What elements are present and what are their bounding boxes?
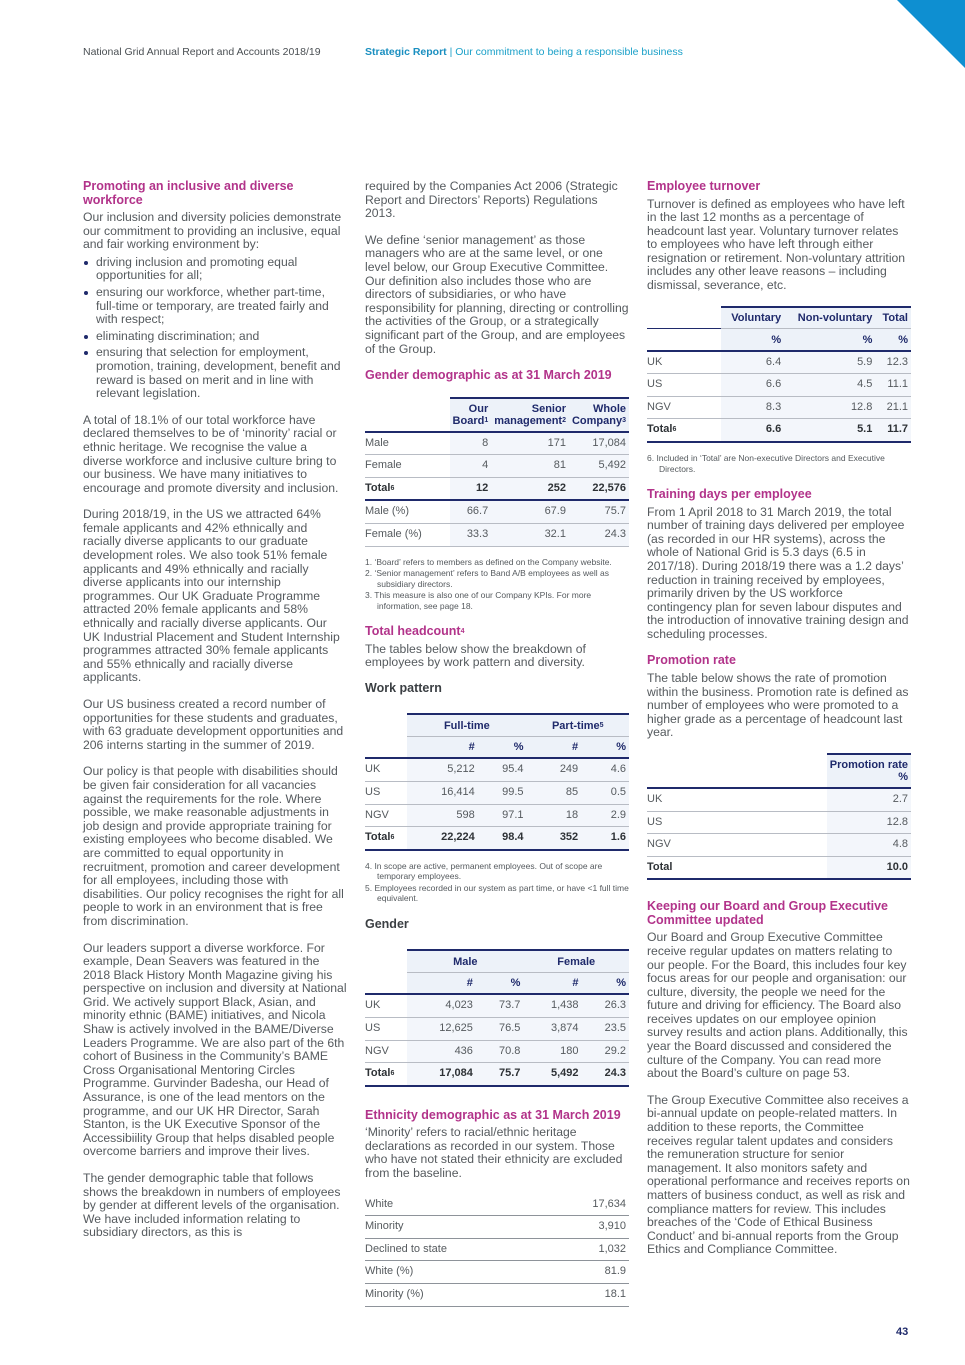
page-header — [83, 46, 683, 58]
gender-demographic-heading: Gender demographic as at 31 March 2019 — [365, 368, 612, 383]
row-label: Total$^6$ — [647, 419, 721, 442]
cell-value: 99.5 — [478, 781, 527, 804]
row-label: NGV — [365, 804, 407, 827]
bullet-item: ensuring our workforce, whether part-time, full-time or temporary, are treated fairly and with respect; — [83, 286, 347, 327]
subcol-header: % — [721, 329, 784, 351]
row-label: Declined to state — [365, 1238, 545, 1261]
row-label: White — [365, 1194, 545, 1216]
cell-value: 2.7 — [827, 788, 911, 811]
table-row — [647, 856, 911, 879]
paragraph: During 2018/19, in the US we attracted 64% female applicants and 42% ethnically and racially diverse applicants to our graduate development roles. We also took 51% female applicants and 49% ethnically and racially diverse applicants into our internship programmes. Our UK Graduate Programme attracted 20% female applicants and 58% ethnically and racially diverse applicants. Our UK Industrial Placement and Student Internship programmes attracted 30% female applicants and 55% ethnically and racially diverse applicants. — [83, 507, 340, 685]
table-row — [647, 351, 911, 374]
gender-demographic-notes — [365, 557, 629, 612]
header-blank — [365, 398, 450, 432]
subcol-header: % — [581, 972, 629, 994]
table-row — [365, 477, 629, 500]
table-row — [365, 1017, 629, 1040]
ethnicity-intro: ‘Minority’ refers to racial/ethnic heritage declarations as recorded in our system. Those who have not stated their ethnicity are excluded from the baseline. — [365, 1125, 623, 1180]
turnover-notes — [647, 453, 911, 474]
cell-value: 1.6 — [581, 827, 629, 850]
subcol-header: % — [476, 972, 523, 994]
cell-value: 21.1 — [875, 396, 911, 419]
total-headcount-heading: Total headcount$^4$ — [365, 624, 465, 639]
cell-value: 5.9 — [784, 351, 875, 374]
paragraph: A total of 18.1% of our total workforce have declared themselves to be of ‘minority’ racial or ethnic heritage. We recognise the value a diverse workforce and inclusive culture bring to our business. We have many initiatives to encourage and promote diversity and inclusion. — [83, 412, 339, 495]
cell-value: 1,032 — [545, 1238, 629, 1261]
row-label: UK — [365, 994, 407, 1017]
cell-value: 4,023 — [407, 994, 476, 1017]
paragraph: Our US business created a record number of opportunities for these students and graduates, with 63 graduate development opportunities and 206 interns starting in the summer of 2019. — [83, 697, 344, 752]
header-blank — [647, 754, 827, 788]
cell-value: 26.3 — [581, 994, 629, 1017]
table-row — [365, 1194, 629, 1216]
cell-value: 5.1 — [784, 419, 875, 442]
table-row — [365, 455, 629, 478]
subcol-header: % — [581, 736, 629, 758]
inclusion-intro: Our inclusion and diversity policies demonstrate our commitment to providing an inclusive, equal and fair working environment by: — [83, 210, 342, 252]
cell-value: 23.5 — [581, 1017, 629, 1040]
cell-value: 22,224 — [407, 827, 478, 850]
column-2 — [365, 180, 629, 1307]
col-header-promotion-rate: Promotion rate % — [827, 754, 911, 788]
table-row — [647, 374, 911, 397]
cell-value: 18 — [527, 804, 582, 827]
footnote: 2. ‘Senior management’ refers to Band A/B employees as well as subsidiary directors. — [365, 568, 609, 589]
ethnicity-heading: Ethnicity demographic as at 31 March 2019 — [365, 1107, 621, 1122]
paragraph: Our leaders support a diverse workforce. For example, Dean Seavers was featured in the 2018 Black History Month Magazine giving his perspective on inclusion and diversity at National Grid. We actively support Black, Asian, and minority ethnic (BAME) initiatives, and Nicola Shaw is actively involved in the BAME/Diverse Leaders Programme. We are also part of the 6th cohort of Business in the Community’s BAME Cross Organisational Mentoring Circles Programme. Gurvinder Badesha, our Head of Assurance, is one of the lead mentors on the programme, and our UK HR Director, Sarah Stanton, is the UK Executive Sponsor of the Accessibiility Group that helps disabled people overcome barriers and improve their lives. — [83, 940, 347, 1159]
page-number: 43 — [896, 1326, 909, 1338]
work-pattern-notes — [365, 861, 629, 904]
cell-value: 22,576 — [569, 477, 629, 500]
cell-value: 6.4 — [721, 351, 784, 374]
corner-triangle-decoration — [897, 0, 965, 68]
training-text: From 1 April 2018 to 31 March 2019, the total number of training days delivered per employee (as recorded in our HR systems), across the whole of National Grid is 5.3 days (6.5 in 2017/18). During 2018/19 there was a 1.2 days’ reduction in training received by employees, primarily driven by the US workforce contingency plan for seven labour disputes and the introduction of innovative training design and scheduling processes. — [647, 504, 909, 641]
footnote: 4. In scope are active, permanent employees. Out of scope are temporary employees. — [365, 860, 603, 882]
paragraph: Our Board and Group Executive Committee receive regular updates on matters relating to our people. For the Board, this includes four key focus areas for our people and organisation: our culture, diversity, the people we need for the future and driving for efficiency. The Board also receives updates on our employee opinion survey results and action plans. Additionally, this year the Board discussed and considered the culture of the Company. You can read more about the Board’s culture on page 53. — [647, 930, 908, 1081]
cell-value: 252 — [491, 477, 569, 500]
cell-value: 67.9 — [491, 500, 569, 523]
table-row — [365, 758, 629, 781]
section-subtitle: Our commitment to being a responsible business — [455, 46, 683, 58]
cell-value: 180 — [523, 1040, 581, 1063]
cell-value: 4.5 — [784, 374, 875, 397]
gender-heading: Gender — [365, 916, 409, 931]
column-3 — [647, 180, 911, 1270]
bullet-item: eliminating discrimination; and — [83, 330, 347, 344]
footnote: 1. ‘Board’ refers to members as defined on the Company website. — [365, 556, 612, 567]
table-row — [365, 1283, 629, 1306]
footnote: 5. Employees recorded in our system as part time, or have <1 full time equivalent. — [365, 882, 629, 904]
cell-value: 4.8 — [827, 834, 911, 857]
header-blank — [365, 950, 407, 972]
row-label: Total$^6$ — [365, 827, 407, 850]
row-label: UK — [647, 351, 721, 374]
cell-value: 66.7 — [450, 500, 492, 523]
cell-value: 76.5 — [476, 1017, 523, 1040]
header-blank — [365, 972, 407, 994]
cell-value: 32.1 — [491, 524, 569, 547]
section-title: Strategic Report — [365, 46, 447, 58]
row-label: US — [647, 374, 721, 397]
work-pattern-table — [365, 713, 629, 850]
cell-value: 8 — [450, 432, 492, 455]
table-row — [365, 1040, 629, 1063]
cell-value: 17,084 — [407, 1063, 476, 1086]
cell-value: 95.4 — [478, 758, 527, 781]
row-label: Minority (%) — [365, 1283, 545, 1306]
row-label: US — [365, 781, 407, 804]
table-row — [647, 396, 911, 419]
cell-value: 24.3 — [569, 524, 629, 547]
cell-value: 16,414 — [407, 781, 478, 804]
turnover-heading: Employee turnover — [647, 179, 761, 193]
col-header-whole-company: Whole Company$^3$ — [569, 398, 629, 432]
cell-value: 11.7 — [875, 419, 911, 442]
row-label: NGV — [647, 834, 827, 857]
row-label: NGV — [647, 396, 721, 419]
gender-table — [365, 949, 629, 1086]
row-label: US — [647, 811, 827, 834]
subcol-header: % — [784, 329, 875, 351]
group-header-part-time: Part-time$^5$ — [527, 714, 629, 736]
cell-value: 6.6 — [721, 419, 784, 442]
col-header-board: Our Board$^1$ — [450, 398, 492, 432]
group-header-full-time: Full-time — [407, 714, 526, 736]
header-blank — [365, 714, 407, 736]
cell-value: 12.8 — [784, 396, 875, 419]
row-label: Total$^6$ — [365, 477, 450, 500]
cell-value: 8.3 — [721, 396, 784, 419]
subcol-header: # — [407, 972, 476, 994]
col-header-senior-management: Senior management$^2$ — [491, 398, 569, 432]
paragraph: We define ‘senior management’ as those managers who are at the same level, or one level below, our Group Executive Committee. Our definition also includes those who are directors of subsidiaries, or who have responsibility for planning, directing or controlling the activities of the Group, or a strategically significant part of the Group, and are employees of the Group. — [365, 232, 629, 356]
cell-value: 2.9 — [581, 804, 629, 827]
section-separator: | — [446, 46, 456, 58]
paragraph: Our policy is that people with disabilities should be given fair consideration for all vacancies against the requirements for the role. Where possible, we make reasonable adjustments in job design and provide appropriate training for existing employees who become disabled. We are committed to equal opportunity in recruitment, promotion and career development for all employees, including those with disabilities. Our policy recognises the right for all people to work in an environment that is free from discrimination. — [83, 764, 344, 928]
table-row — [365, 432, 629, 455]
cell-value: 5,212 — [407, 758, 478, 781]
cell-value: 29.2 — [581, 1040, 629, 1063]
group-header-female: Female — [523, 950, 629, 972]
col-header-non-voluntary: Non-voluntary — [784, 307, 875, 329]
promotion-table — [647, 753, 911, 880]
gender-demographic-table — [365, 397, 629, 547]
table-row — [365, 500, 629, 523]
inclusion-bullets — [83, 256, 347, 401]
row-label: Female — [365, 455, 450, 478]
cell-value: 12.3 — [875, 351, 911, 374]
group-header-male: Male — [407, 950, 523, 972]
cell-value: 85 — [527, 781, 582, 804]
cell-value: 5,492 — [569, 455, 629, 478]
cell-value: 12.8 — [827, 811, 911, 834]
header-blank — [647, 329, 721, 351]
subcol-header: % — [875, 329, 911, 351]
table-row — [365, 827, 629, 850]
cell-value: 73.7 — [476, 994, 523, 1017]
column-1 — [83, 180, 347, 1253]
row-label: UK — [365, 758, 407, 781]
col-header-total: Total — [875, 307, 911, 329]
table-row — [647, 834, 911, 857]
cell-value: 10.0 — [827, 856, 911, 879]
paragraph: The gender demographic table that follows shows the breakdown in numbers of employees by gender at different levels of the organisation. We have included information relating to subsidiary directors, as this is — [83, 1171, 341, 1240]
row-label: US — [365, 1017, 407, 1040]
row-label: Male — [365, 432, 450, 455]
ethnicity-table — [365, 1194, 629, 1307]
cell-value: 33.3 — [450, 524, 492, 547]
paragraph: required by the Companies Act 2006 (Strategic Report and Directors’ Reports) Regulations 2013. — [365, 179, 618, 221]
row-label: Minority — [365, 1216, 545, 1239]
row-label: Total$^6$ — [365, 1063, 407, 1086]
cell-value: 1,438 — [523, 994, 581, 1017]
cell-value: 3,874 — [523, 1017, 581, 1040]
cell-value: 171 — [491, 432, 569, 455]
cell-value: 24.3 — [581, 1063, 629, 1086]
cell-value: 97.1 — [478, 804, 527, 827]
table-row — [365, 1216, 629, 1239]
cell-value: 12,625 — [407, 1017, 476, 1040]
table-row — [647, 788, 911, 811]
subcol-header: % — [478, 736, 527, 758]
table-row — [365, 524, 629, 547]
cell-value: 75.7 — [569, 500, 629, 523]
bullet-item: ensuring that selection for employment, promotion, training, development, benefit and reward is based on merit and in line with relevant legislation. — [83, 346, 347, 400]
row-label: White (%) — [365, 1261, 545, 1284]
table-row — [365, 1238, 629, 1261]
promotion-intro: The table below shows the rate of promotion within the business. Promotion rate is defined as number of employees who were promoted to a higher grade as a percentage of headcount last year. — [647, 670, 909, 740]
cell-value: 18.1 — [545, 1283, 629, 1306]
paragraph: The Group Executive Committee also receives a bi-annual update on people-related matters. In addition to these reports, the Committee receives regular talent updates and considers the remuneration structure for senior management. It also monitors safety and operational performance and receives reports on matters of business conduct, as well as risk and compliance matters for review. This includes breaches of the ‘Code of Ethical Business Conduct’ and bi-annual reports from the Group Ethics and Compliance Committee. — [647, 1092, 910, 1257]
table-row — [365, 994, 629, 1017]
footnote: 6. Included in ‘Total’ are Non-executive Directors and Executive Directors. — [647, 453, 885, 474]
row-label: Female (%) — [365, 524, 450, 547]
section-breadcrumb — [365, 46, 683, 58]
headcount-intro: The tables below show the breakdown of employees by work pattern and diversity. — [365, 641, 586, 670]
cell-value: 81 — [491, 455, 569, 478]
cell-value: 11.1 — [875, 374, 911, 397]
cell-value: 98.4 — [478, 827, 527, 850]
footnote: 3. This measure is also one of our Company KPIs. For more information, see page 18. — [365, 590, 592, 611]
cell-value: 75.7 — [476, 1063, 523, 1086]
row-label: NGV — [365, 1040, 407, 1063]
report-title: National Grid Annual Report and Accounts 2018/19 — [83, 46, 321, 58]
table-row — [365, 1261, 629, 1284]
promotion-heading: Promotion rate — [647, 653, 736, 668]
turnover-table — [647, 306, 911, 443]
cell-value: 81.9 — [545, 1261, 629, 1284]
cell-value: 436 — [407, 1040, 476, 1063]
cell-value: 4.6 — [581, 758, 629, 781]
cell-value: 6.6 — [721, 374, 784, 397]
col-header-voluntary: Voluntary — [721, 307, 784, 329]
cell-value: 4 — [450, 455, 492, 478]
training-heading: Training days per employee — [647, 487, 812, 502]
row-label: Total — [647, 856, 827, 879]
subcol-header: # — [407, 736, 478, 758]
cell-value: 598 — [407, 804, 478, 827]
subcol-header: # — [527, 736, 582, 758]
cell-value: 3,910 — [545, 1216, 629, 1239]
cell-value: 17,084 — [569, 432, 629, 455]
cell-value: 249 — [527, 758, 582, 781]
table-row — [365, 804, 629, 827]
work-pattern-heading: Work pattern — [365, 680, 442, 695]
cell-value: 352 — [527, 827, 582, 850]
subcol-header: # — [523, 972, 581, 994]
cell-value: 70.8 — [476, 1040, 523, 1063]
turnover-intro: Turnover is defined as employees who have left in the last 12 months as a percentage of headcount last year. Voluntary turnover relates to employees who have left through either resignation or retirement. Non-voluntary attrition includes any other leave reasons – including dismissal, severance, etc. — [647, 196, 906, 293]
bullet-item: driving inclusion and promoting equal opportunities for all; — [83, 256, 347, 283]
cell-value: 5,492 — [523, 1063, 581, 1086]
header-blank — [647, 307, 721, 329]
header-blank — [365, 736, 407, 758]
table-row — [365, 1063, 629, 1086]
inclusive-workforce-heading: Promoting an inclusive and diverse workforce — [83, 179, 294, 207]
board-updates-heading: Keeping our Board and Group Executive Committee updated — [647, 899, 889, 927]
table-row — [647, 419, 911, 442]
table-row — [647, 811, 911, 834]
cell-value: 17,634 — [545, 1194, 629, 1216]
row-label: UK — [647, 788, 827, 811]
cell-value: 12 — [450, 477, 492, 500]
cell-value: 0.5 — [581, 781, 629, 804]
row-label: Male (%) — [365, 500, 450, 523]
table-row — [365, 781, 629, 804]
